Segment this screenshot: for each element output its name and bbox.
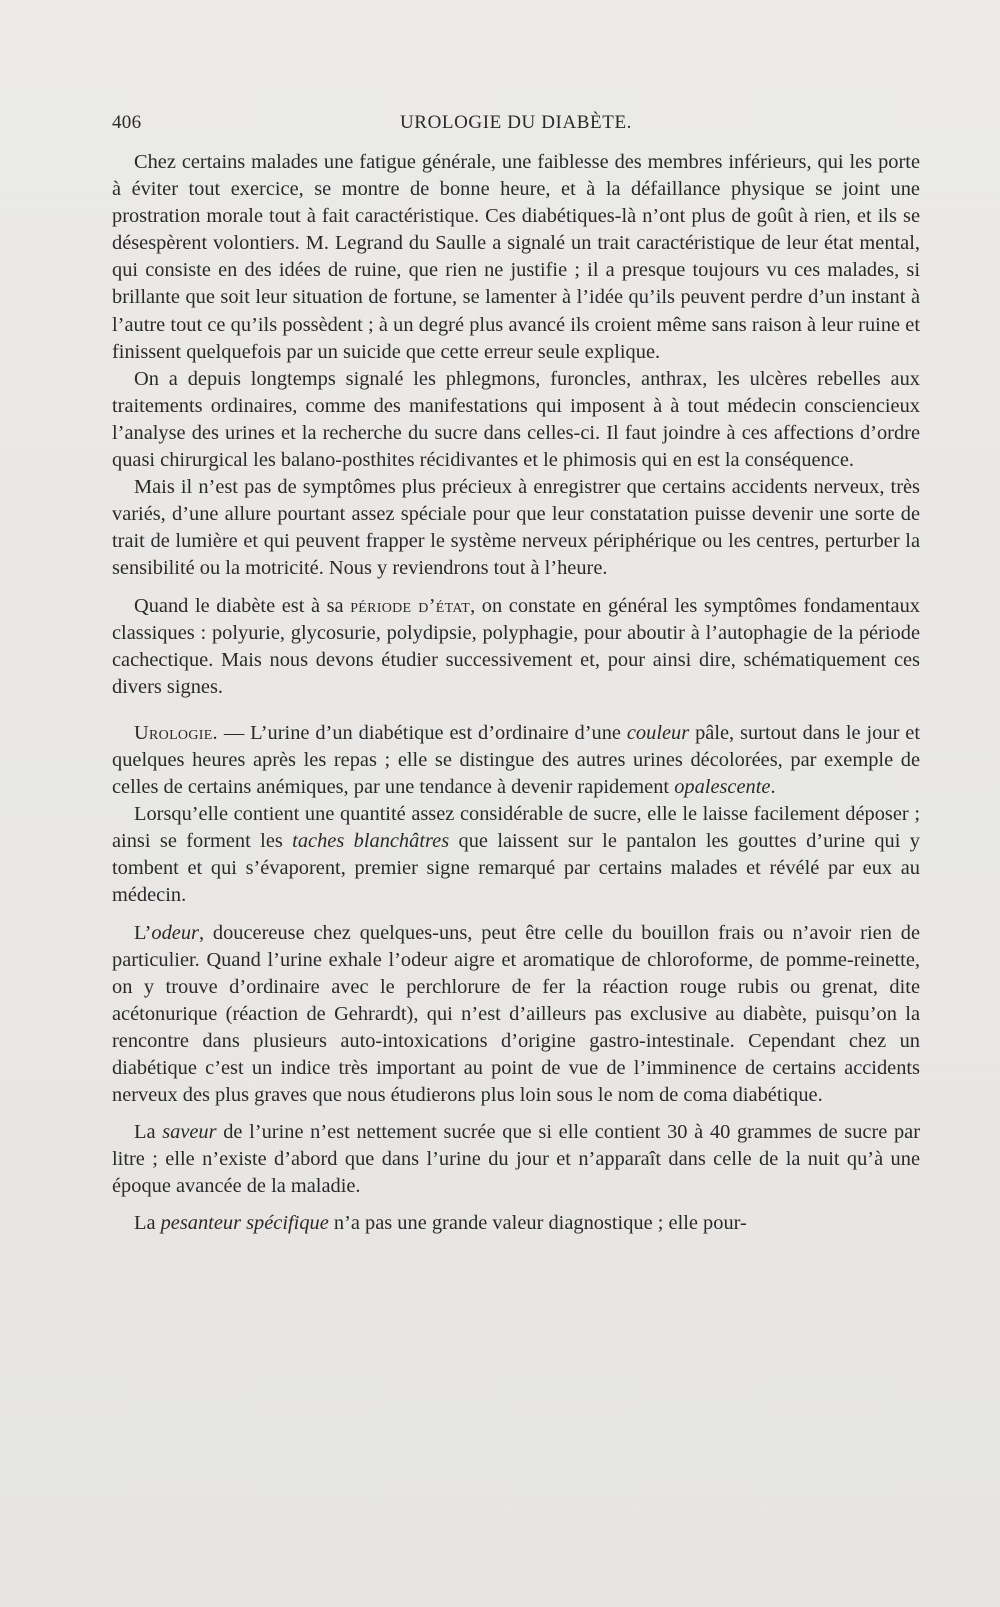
body-text [112, 149, 920, 1238]
italic-term: taches blanchâtres [292, 830, 450, 853]
paragraph-pesanteur [112, 1210, 920, 1237]
running-head: UROLOGIE DU DIABÈTE. [399, 112, 633, 133]
text-run: pâle, surtout dans le jour et quelques heures après les repas ; elle se distingue des autres urines décolorées, par exemple de celles de certains anémiques, par une tendance à devenir rapidement [112, 721, 920, 799]
paragraph-taches [112, 801, 920, 909]
text-run: n’a pas une grande valeur diagnostique ; elle pour- [328, 1212, 747, 1235]
text-run: La [134, 1212, 161, 1235]
paragraph-urologie [112, 720, 920, 801]
text-run: L’ [134, 921, 152, 944]
text-run: de l’urine n’est nettement sucrée que si elle contient 30 à 40 grammes de sucre par litre ; elle n’existe d’abord que dans l’urine du jour et n’apparaît dans celle de la nuit qu’à une époque avancée de la maladie. [112, 1121, 920, 1198]
paragraph-saveur [112, 1119, 920, 1200]
text-run: que laissent sur le pantalon les gouttes d’urine qui y tombent et qui s’évaporent, premier signe remarqué par certains malades et révélé par eux au médecin. [112, 830, 920, 907]
text-run: Lorsqu’elle contient une quantité assez considérable de sucre, elle le laisse facilement déposer ; ainsi se forment les [112, 803, 920, 853]
paragraph-accidents-nerveux: Mais il n’est pas de symptômes plus précieux à enregistrer que certains accidents nerveux, très variés, d’une allure pourtant assez spéciale pour que leur constatation puisse devenir une sorte de trait de lumière et qui peuvent frapper le système nerveux périphérique ou les centres, perturber la sensibilité ou la motricité. Nous y reviendrons tout à l’heure. [112, 476, 920, 580]
text-run: — L’urine d’un diabétique est d’ordinaire d’une [217, 721, 627, 744]
italic-term: pesanteur spécifique [160, 1212, 329, 1235]
page-number: 406 [112, 112, 142, 133]
paragraph-fatigue: Chez certains malades une fatigue générale, une faiblesse des membres inférieurs, qui les porte à éviter tout exercice, se montre de bonne heure, et à la défaillance physique se joint une prostration morale tout à fait caractéristique. Ces diabétiques-là n’ont plus de goût à rien, et ils se désespèrent volontiers. M. Legrand du Saulle a signalé un trait caractéristique de leur état mental, qui consiste en des idées de ruine, que rien ne justifie ; il a presque toujours vu ces malades, si brillante que soit leur situation de fortune, se lamenter à l’idée qu’ils peuvent perdre d’un instant à l’autre tout ce qu’ils possèdent ; à un degré plus avancé ils croient même sans raison à leur ruine et finissent quelquefois par un suicide que cette erreur seule explique. [112, 151, 920, 363]
text-run: Quand le diabète est à sa [134, 594, 351, 617]
paragraph-periode-etat [112, 593, 920, 701]
small-caps-term: période d’état [350, 594, 471, 617]
text-run: , doucereuse chez quelques-uns, peut être celle du bouillon frais ou n’avoir rien de particulier. Quand l’urine exhale l’odeur aigre et aromatique de chloroforme, de pomme-reinette, on y trouve d’ordinaire avec le perchlorure de fer la réaction rouge rubis ou grenat, dite acétonurique (réaction de Gehrardt), qui n’est d’ailleurs pas exclusive au diabète, puisqu’on la rencontre dans plusieurs auto-intoxications d’origine gastro-intestinale. Cependant chez un diabétique c’est un indice très important au point de vue de l’imminence de certains accidents nerveux des plus graves que nous étudierons plus loin sous le nom de coma diabétique. [112, 921, 920, 1107]
section-heading-urologie: Urologie. [134, 721, 218, 744]
text-run: , on constate en général les symptômes fondamentaux classiques : polyurie, glycosurie, polydipsie, polyphagie, pour aboutir à l’autophagie de la période cachectique. Mais nous devons étudier successivement et, pour ainsi dire, schématiquement ces divers signes. [112, 594, 920, 698]
paragraph-odeur [112, 920, 920, 1110]
italic-term: odeur [151, 921, 199, 944]
italic-term: saveur [162, 1121, 217, 1144]
italic-term: opalescente [674, 776, 771, 799]
text-run: . [770, 776, 776, 799]
italic-term: couleur [626, 721, 690, 744]
paragraph-phlegmons: On a depuis longtemps signalé les phlegmons, furoncles, anthrax, les ulcères rebelles aux traitements ordinaires, comme des manifestations qui imposent à à tout médecin consciencieux l’analyse des urines et la recherche du sucre dans celles-ci. Il faut joindre à ces affections d’ordre quasi chirurgical les balano-posthites récidivantes et le phimosis qui en est la conséquence. [112, 367, 920, 472]
text-run: La [134, 1121, 163, 1144]
page-header [112, 112, 920, 140]
